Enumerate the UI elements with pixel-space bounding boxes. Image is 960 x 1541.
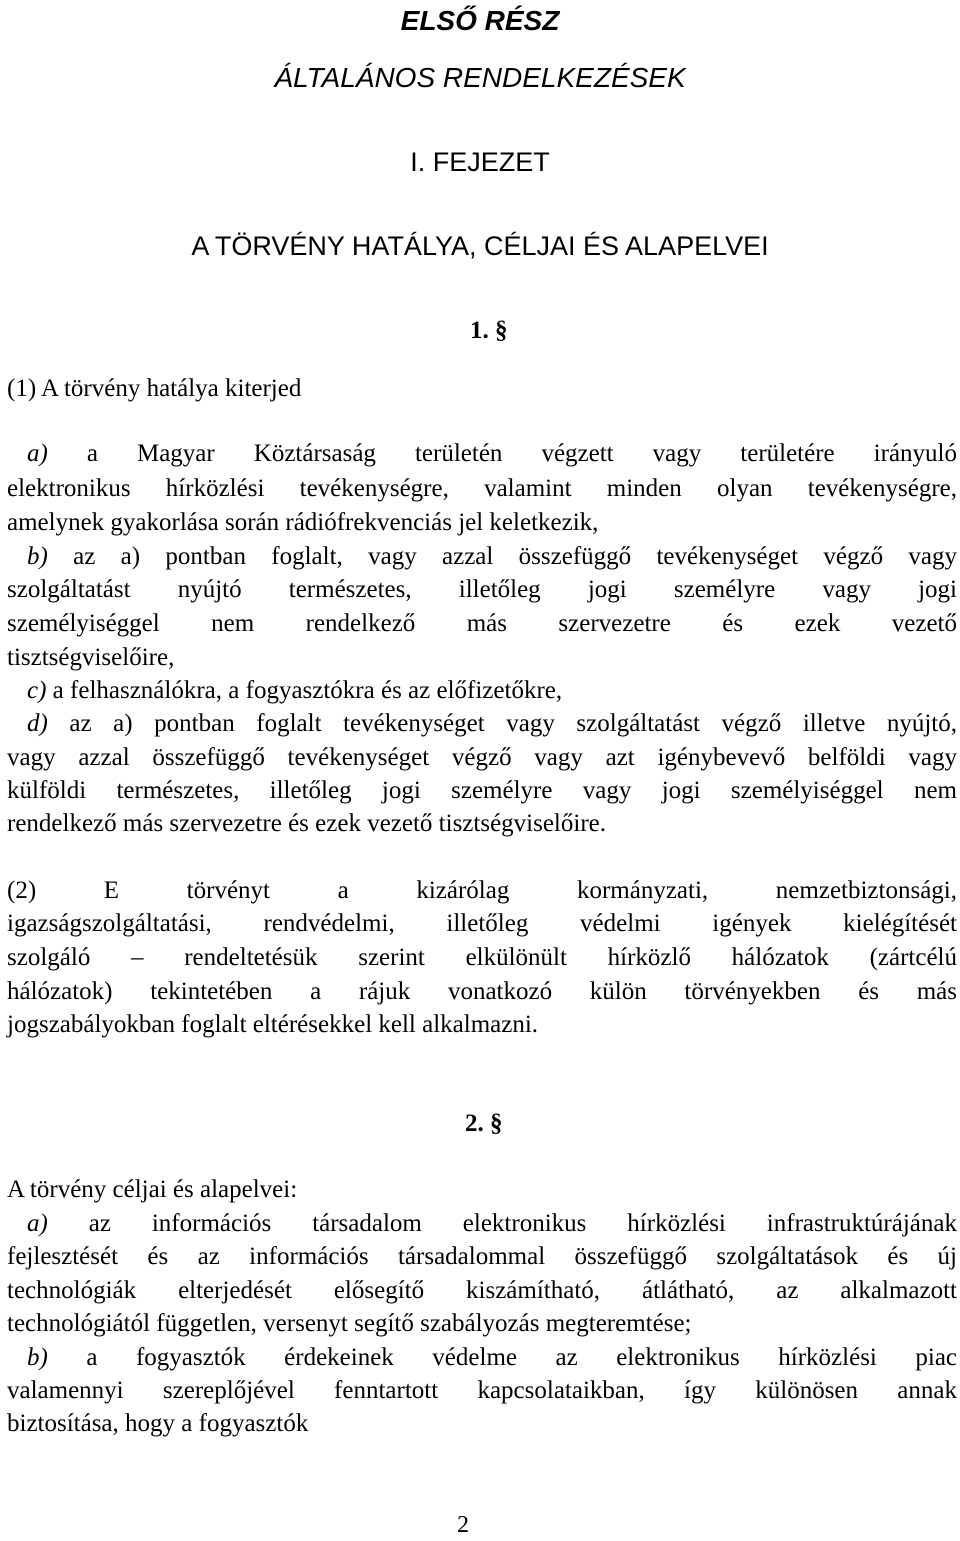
item-c-line-1: c) a felhasználókra, a fogyasztókra és az előfizetőkre, bbox=[27, 677, 563, 704]
chapter-title: A TÖRVÉNY HATÁLYA, CÉLJAI ÉS ALAPELVEI bbox=[191, 231, 769, 261]
goal-b-line-2: valamennyi szereplőjével fenntartott kapcsolataikban, így különösen annak bbox=[7, 1378, 957, 1404]
para-2-line-4: hálózatok) tekintetében a rájuk vonatkozó külön törvényekben és más bbox=[7, 979, 957, 1005]
item-d-line-3: külföldi természetes, illetőleg jogi személyre vagy jogi személyiséggel nem bbox=[7, 778, 957, 804]
section-1-intro: (1) A törvény hatálya kiterjed bbox=[7, 375, 302, 402]
para-2-line-2: igazságszolgáltatási, rendvédelmi, illetőleg védelmi igények kielégítését bbox=[7, 911, 957, 937]
para-2-line-5: jogszabályokban foglalt eltérésekkel kell alkalmazni. bbox=[7, 1011, 539, 1038]
section-2-heading: 2. § bbox=[465, 1110, 503, 1137]
chapter-number: I. FEJEZET bbox=[410, 147, 550, 177]
section-2-intro: A törvény céljai és alapelvei: bbox=[7, 1176, 298, 1203]
goal-a-line-3: technológiák elterjedését elősegítő kiszámítható, átlátható, az alkalmazott bbox=[7, 1278, 957, 1304]
item-a-line-1: a) a Magyar Köztársaság területén végzett vagy területére irányuló bbox=[27, 441, 957, 467]
item-d-line-4: rendelkező más szervezetre és ezek vezető tisztségviselőire. bbox=[7, 810, 606, 837]
item-b-marker: b) bbox=[27, 544, 48, 570]
goal-a-line-1: a) az információs társadalom elektronikus hírközlési infrastruktúrájának bbox=[27, 1211, 957, 1237]
part-title: ELSŐ RÉSZ bbox=[400, 5, 560, 36]
goal-b-line-1: b) a fogyasztók érdekeinek védelme az elektronikus hírközlési piac bbox=[27, 1345, 957, 1371]
section-1-heading: 1. § bbox=[470, 317, 508, 344]
para-2-line-1: (2) E törvényt a kizárólag kormányzati, nemzetbiztonsági, bbox=[7, 878, 957, 904]
item-b-line-3: személyiséggel nem rendelkező más szervezetre és ezek vezető bbox=[7, 611, 957, 637]
goal-a-line-2: fejlesztését és az információs társadalommal összefüggő szolgáltatások és új bbox=[7, 1244, 957, 1270]
item-b-line-1: b) az a) pontban foglalt, vagy azzal összefüggő tevékenységet végző vagy bbox=[27, 544, 957, 570]
item-c-marker: c) bbox=[27, 677, 47, 704]
item-b-line-4: tisztségviselőire, bbox=[7, 644, 175, 671]
item-a-line-2: elektronikus hírközlési tevékenységre, valamint minden olyan tevékenységre, bbox=[7, 476, 957, 502]
page-number: 2 bbox=[457, 1512, 469, 1538]
para-2-line-3: szolgáló – rendeltetésük szerint elkülönült hírközlő hálózatok (zártcélú bbox=[7, 945, 957, 971]
goal-b-line-3: biztosítása, hogy a fogyasztók bbox=[7, 1410, 309, 1437]
goal-b-marker: b) bbox=[27, 1345, 48, 1371]
item-b-line-2: szolgáltatást nyújtó természetes, illetőleg jogi személyre vagy jogi bbox=[7, 577, 957, 603]
item-a-line-3: amelynek gyakorlása során rádiófrekvenciás jel keletkezik, bbox=[7, 509, 599, 536]
item-d-marker: d) bbox=[27, 711, 48, 737]
goal-a-line-4: technológiától független, versenyt segítő szabályozás megteremtése; bbox=[7, 1310, 692, 1337]
item-d-line-2: vagy azzal összefüggő tevékenységet végző vagy azt igénybevevő belföldi vagy bbox=[7, 745, 957, 771]
item-a-marker: a) bbox=[27, 441, 48, 467]
part-subtitle: ÁLTALÁNOS RENDELKEZÉSEK bbox=[274, 62, 686, 93]
goal-a-marker: a) bbox=[27, 1211, 48, 1237]
item-d-line-1: d) az a) pontban foglalt tevékenységet vagy szolgáltatást végző illetve nyújtó, bbox=[27, 711, 957, 737]
